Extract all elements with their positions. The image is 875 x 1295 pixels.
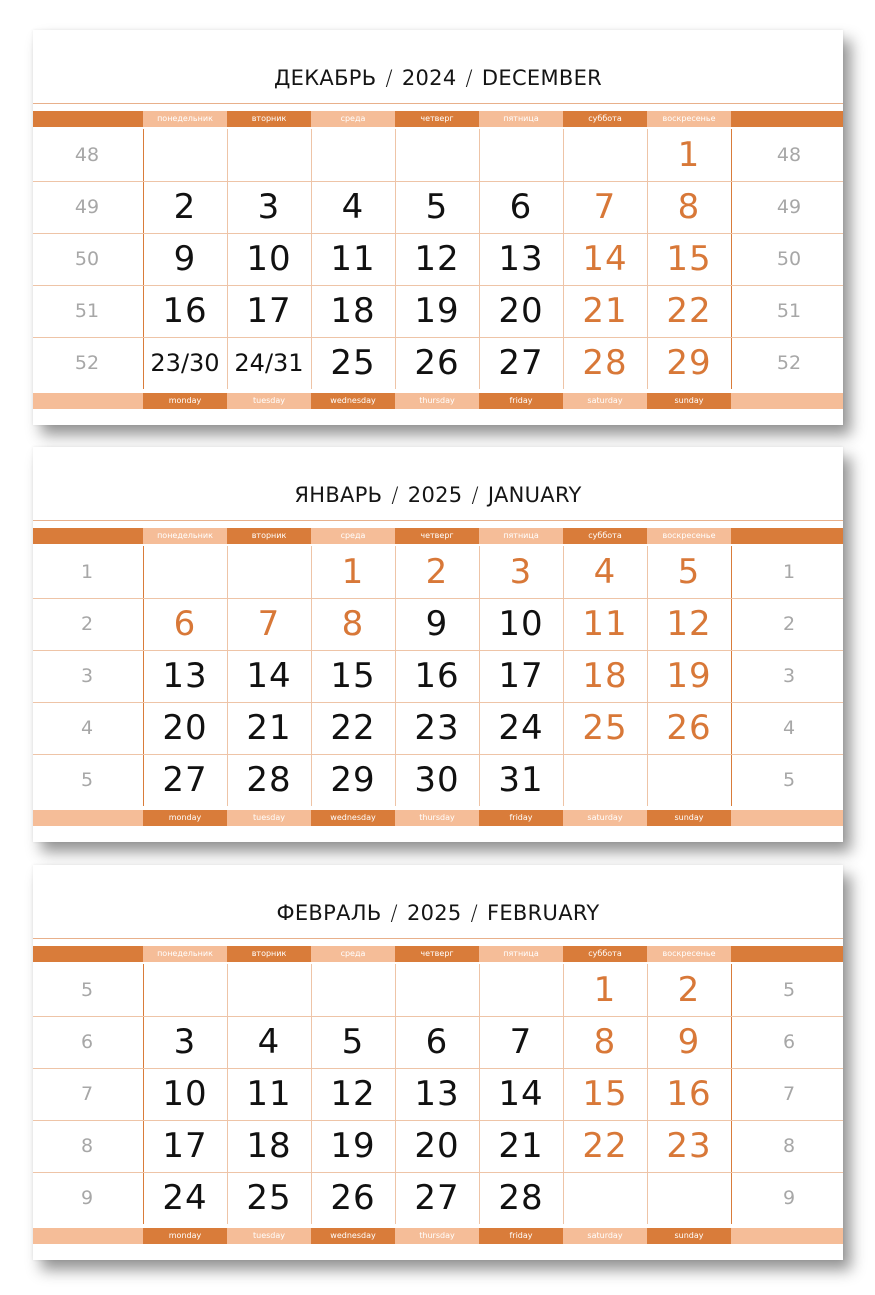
week-number-right: 8 (782, 1135, 796, 1157)
calendar-day[interactable] (563, 1172, 647, 1224)
calendar-day[interactable]: 7 (509, 1022, 533, 1062)
calendar-day[interactable]: 7 (593, 187, 617, 227)
calendar-day[interactable]: 4 (593, 552, 617, 592)
title-separator: / (470, 901, 478, 925)
weekday-label-ru: пятница (479, 111, 563, 127)
weekday-label-ru: пятница (479, 528, 563, 544)
calendar-day[interactable]: 21 (246, 708, 292, 748)
calendar-day[interactable]: 2 (677, 970, 701, 1010)
calendar-day[interactable]: 17 (498, 656, 544, 696)
calendar-day[interactable]: 11 (246, 1074, 292, 1114)
calendar-day[interactable]: 9 (677, 1022, 701, 1062)
grid-line-vertical (731, 964, 732, 1224)
weekday-label-en: monday (143, 393, 227, 409)
weekday-label-ru: четверг (395, 946, 479, 962)
weekday-label-ru: суббота (563, 946, 647, 962)
calendar-day[interactable]: 1 (593, 970, 617, 1010)
calendar-day[interactable]: 31 (498, 760, 544, 800)
calendar-day[interactable]: 21 (582, 291, 628, 331)
calendar-day[interactable]: 2 (425, 552, 449, 592)
calendar-day[interactable]: 24/31 (234, 349, 304, 377)
week-number-right: 1 (782, 561, 796, 583)
calendar-day[interactable]: 20 (162, 708, 208, 748)
grid-line-vertical (731, 129, 732, 389)
calendar-day[interactable]: 21 (498, 1126, 544, 1166)
weekday-label-ru: среда (311, 111, 395, 127)
calendar-day[interactable] (311, 964, 395, 1016)
calendar-day[interactable]: 29 (666, 343, 712, 383)
calendar-day[interactable]: 27 (498, 343, 544, 383)
calendar-day[interactable]: 28 (582, 343, 628, 383)
week-number-right: 4 (782, 717, 796, 739)
weekday-label-ru: суббота (563, 111, 647, 127)
calendar-day[interactable]: 18 (582, 656, 628, 696)
weekday-label-ru: пятница (479, 946, 563, 962)
calendar-day[interactable]: 16 (414, 656, 460, 696)
calendar-day[interactable]: 19 (330, 1126, 376, 1166)
calendar-day[interactable]: 9 (425, 604, 449, 644)
calendar-day[interactable]: 20 (498, 291, 544, 331)
month-year: 2025 (407, 483, 463, 507)
weekday-label-ru: понедельник (143, 946, 227, 962)
weekday-label-en: tuesday (227, 393, 311, 409)
title-divider (33, 938, 843, 939)
calendar-day[interactable]: 8 (677, 187, 701, 227)
weekday-header-ru (33, 528, 843, 544)
calendar-day[interactable]: 11 (330, 239, 376, 279)
month-year: 2024 (401, 66, 457, 90)
month-title (33, 901, 843, 925)
week-number-left: 52 (74, 352, 100, 374)
calendar-day[interactable]: 4 (341, 187, 365, 227)
title-separator: / (390, 901, 398, 925)
weekday-header-ru (33, 946, 843, 962)
calendar-day[interactable]: 16 (666, 1074, 712, 1114)
calendar-day[interactable]: 30 (414, 760, 460, 800)
calendar-day[interactable]: 13 (414, 1074, 460, 1114)
calendar-day[interactable]: 19 (666, 656, 712, 696)
calendar-day[interactable]: 26 (414, 343, 460, 383)
weekday-label-ru: суббота (563, 528, 647, 544)
month-year: 2025 (406, 901, 462, 925)
calendar-day[interactable]: 25 (582, 708, 628, 748)
week-number-left: 7 (80, 1083, 94, 1105)
calendar-day[interactable]: 7 (257, 604, 281, 644)
calendar-day[interactable]: 24 (498, 708, 544, 748)
calendar-day[interactable]: 13 (498, 239, 544, 279)
week-number-right: 2 (782, 613, 796, 635)
weekday-label-en: thursday (395, 1228, 479, 1244)
weekday-header-ru (33, 111, 843, 127)
calendar-day[interactable]: 28 (498, 1178, 544, 1218)
week-number-right: 50 (776, 248, 802, 270)
calendar-day[interactable] (563, 754, 647, 806)
week-number-left: 50 (74, 248, 100, 270)
weekday-label-en: sunday (647, 1228, 731, 1244)
calendar-day[interactable]: 17 (246, 291, 292, 331)
calendar-day[interactable]: 12 (666, 604, 712, 644)
calendar-day[interactable]: 6 (509, 187, 533, 227)
weekday-label-ru: среда (311, 946, 395, 962)
weekday-label-en: thursday (395, 393, 479, 409)
calendar-day[interactable]: 3 (509, 552, 533, 592)
calendar-day[interactable]: 14 (498, 1074, 544, 1114)
calendar-day[interactable]: 14 (582, 239, 628, 279)
weekday-label-en: friday (479, 810, 563, 826)
week-number-right: 48 (776, 144, 802, 166)
calendar-day[interactable]: 16 (162, 291, 208, 331)
week-number-left: 51 (74, 300, 100, 322)
calendar-day[interactable]: 8 (593, 1022, 617, 1062)
calendar-day[interactable] (647, 1172, 731, 1224)
title-separator: / (471, 483, 479, 507)
calendar-day[interactable] (479, 964, 563, 1016)
calendar-day[interactable]: 29 (330, 760, 376, 800)
month-title-en: DECEMBER (481, 66, 603, 90)
calendar-day[interactable]: 23/30 (150, 349, 220, 377)
weekday-label-en: sunday (647, 810, 731, 826)
month-title-en: JANUARY (487, 483, 582, 507)
calendar-day[interactable]: 13 (162, 656, 208, 696)
week-number-left: 3 (80, 665, 94, 687)
calendar-day[interactable]: 17 (162, 1126, 208, 1166)
calendar-day[interactable]: 22 (582, 1126, 628, 1166)
calendar-day[interactable]: 6 (173, 604, 197, 644)
weekday-label-ru: воскресенье (647, 946, 731, 962)
calendar-day[interactable]: 10 (498, 604, 544, 644)
calendar-day[interactable]: 14 (246, 656, 292, 696)
calendar-day[interactable]: 1 (677, 135, 701, 175)
calendar-month (33, 30, 843, 425)
weekday-label-en: thursday (395, 810, 479, 826)
calendar-day[interactable]: 23 (666, 1126, 712, 1166)
weekday-label-en: monday (143, 810, 227, 826)
week-number-right: 5 (782, 769, 796, 791)
weekday-header-en (33, 810, 843, 826)
weekday-label-en: sunday (647, 393, 731, 409)
calendar-day[interactable]: 1 (341, 552, 365, 592)
weekday-label-en: friday (479, 393, 563, 409)
weekday-label-ru: четверг (395, 111, 479, 127)
calendar-day[interactable]: 6 (425, 1022, 449, 1062)
week-number-left: 6 (80, 1031, 94, 1053)
week-number-left: 1 (80, 561, 94, 583)
calendar-day[interactable]: 10 (162, 1074, 208, 1114)
week-number-left: 49 (74, 196, 100, 218)
title-separator: / (465, 66, 473, 90)
calendar-month (33, 447, 843, 842)
calendar-day[interactable]: 10 (246, 239, 292, 279)
week-number-right: 5 (782, 979, 796, 1001)
calendar-day[interactable] (143, 964, 227, 1016)
week-number-right: 52 (776, 352, 802, 374)
calendar-day[interactable]: 24 (162, 1178, 208, 1218)
calendar-day[interactable] (647, 754, 731, 806)
week-number-left: 4 (80, 717, 94, 739)
calendar-day[interactable]: 12 (414, 239, 460, 279)
calendar-day[interactable]: 8 (341, 604, 365, 644)
calendar-day[interactable]: 15 (666, 239, 712, 279)
calendar-day[interactable]: 3 (257, 187, 281, 227)
month-title-ru: ЯНВАРЬ (294, 483, 383, 507)
calendar-day[interactable]: 22 (666, 291, 712, 331)
week-number-left: 5 (80, 979, 94, 1001)
grid-line-vertical (731, 546, 732, 806)
week-number-right: 9 (782, 1187, 796, 1209)
weekday-label-en: wednesday (311, 1228, 395, 1244)
month-title-en: FEBRUARY (486, 901, 600, 925)
calendar-day[interactable]: 5 (677, 552, 701, 592)
calendar-day[interactable]: 15 (582, 1074, 628, 1114)
calendar-day[interactable]: 18 (330, 291, 376, 331)
title-separator: / (391, 483, 399, 507)
weekday-label-ru: понедельник (143, 111, 227, 127)
title-divider (33, 520, 843, 521)
week-number-right: 7 (782, 1083, 796, 1105)
calendar-day[interactable]: 5 (341, 1022, 365, 1062)
week-number-left: 8 (80, 1135, 94, 1157)
calendar-day[interactable] (227, 546, 311, 598)
week-number-right: 51 (776, 300, 802, 322)
calendar-month (33, 865, 843, 1260)
month-title-ru: ФЕВРАЛЬ (276, 901, 382, 925)
calendar-day[interactable]: 25 (246, 1178, 292, 1218)
calendar-day[interactable] (395, 964, 479, 1016)
calendar-day[interactable]: 12 (330, 1074, 376, 1114)
calendar-day[interactable]: 27 (414, 1178, 460, 1218)
month-title (33, 66, 843, 90)
calendar-day[interactable] (311, 129, 395, 181)
weekday-label-ru: воскресенье (647, 528, 731, 544)
calendar-day[interactable]: 2 (173, 187, 197, 227)
week-number-left: 9 (80, 1187, 94, 1209)
calendar-day[interactable]: 25 (330, 343, 376, 383)
week-number-left: 2 (80, 613, 94, 635)
week-number-right: 3 (782, 665, 796, 687)
weekday-label-en: wednesday (311, 393, 395, 409)
calendar-day[interactable]: 15 (330, 656, 376, 696)
weekday-label-en: saturday (563, 1228, 647, 1244)
calendar-day[interactable]: 26 (666, 708, 712, 748)
calendar-day[interactable] (479, 129, 563, 181)
weekday-label-ru: воскресенье (647, 111, 731, 127)
weekday-header-en (33, 1228, 843, 1244)
weekday-label-en: wednesday (311, 810, 395, 826)
weekday-label-en: saturday (563, 810, 647, 826)
weekday-label-en: friday (479, 1228, 563, 1244)
weekday-label-en: tuesday (227, 810, 311, 826)
weekday-header-en (33, 393, 843, 409)
month-title (33, 483, 843, 507)
calendar-day[interactable] (227, 964, 311, 1016)
calendar-day[interactable]: 11 (582, 604, 628, 644)
week-number-right: 49 (776, 196, 802, 218)
calendar-day[interactable] (563, 129, 647, 181)
calendar-day[interactable]: 4 (257, 1022, 281, 1062)
calendar-day[interactable]: 22 (330, 708, 376, 748)
week-number-left: 5 (80, 769, 94, 791)
weekday-label-ru: среда (311, 528, 395, 544)
weekday-label-ru: вторник (227, 946, 311, 962)
calendar-day[interactable] (227, 129, 311, 181)
week-number-right: 6 (782, 1031, 796, 1053)
week-number-left: 48 (74, 144, 100, 166)
weekday-label-ru: вторник (227, 528, 311, 544)
calendar-day[interactable]: 9 (173, 239, 197, 279)
calendar-day[interactable]: 28 (246, 760, 292, 800)
calendar-day[interactable]: 3 (173, 1022, 197, 1062)
weekday-label-en: tuesday (227, 1228, 311, 1244)
month-title-ru: ДЕКАБРЬ (273, 66, 377, 90)
calendar-day[interactable]: 5 (425, 187, 449, 227)
weekday-label-ru: понедельник (143, 528, 227, 544)
calendar-day[interactable]: 18 (246, 1126, 292, 1166)
weekday-label-en: saturday (563, 393, 647, 409)
weekday-label-en: monday (143, 1228, 227, 1244)
calendar-day[interactable] (143, 546, 227, 598)
calendar-day[interactable]: 27 (162, 760, 208, 800)
weekday-label-ru: четверг (395, 528, 479, 544)
weekday-label-ru: вторник (227, 111, 311, 127)
title-divider (33, 103, 843, 104)
calendar-day[interactable]: 26 (330, 1178, 376, 1218)
calendar-day[interactable]: 19 (414, 291, 460, 331)
title-separator: / (385, 66, 393, 90)
calendar-day[interactable]: 23 (414, 708, 460, 748)
calendar-day[interactable] (395, 129, 479, 181)
calendar-day[interactable] (143, 129, 227, 181)
calendar-day[interactable]: 20 (414, 1126, 460, 1166)
